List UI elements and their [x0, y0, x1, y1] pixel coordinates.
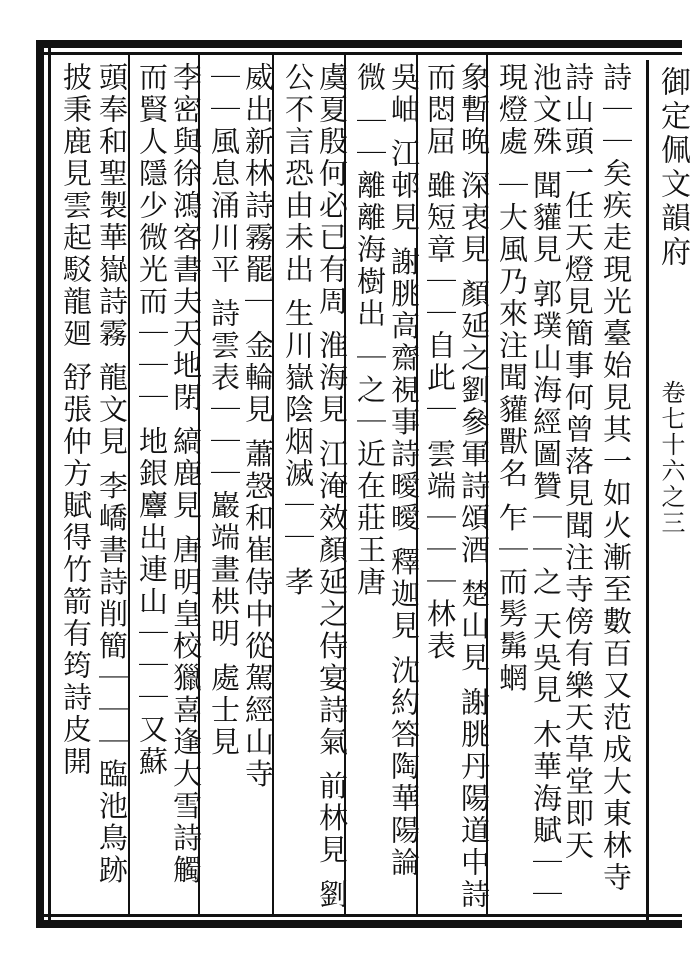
text-column: 而賢人隱少微光而｜｜｜ 地銀麞出連山｜｜｜又蘇	[135, 62, 169, 779]
text-column: 微 ｜｜離離海樹出 ｜之｜近在莊王唐	[353, 62, 387, 599]
bottom-inner-border	[42, 914, 682, 917]
text-column: 而悶屈 雖短章｜｜自此｜ 雲端｜｜｜林表	[423, 62, 457, 663]
text-column: 詩山頭一任天燈見簡事何曾落見聞注寺傍有樂天草堂即天	[561, 62, 595, 862]
text-column: ｜｜風息涌川平 詩雲表｜｜｜巖端畫栱明 處士見	[207, 62, 241, 759]
left-border	[36, 40, 44, 928]
text-column: 虞夏殷何必已有周 淮海見 江淹效顏延之侍宴詩氣 前林見 劉	[315, 62, 349, 911]
text-column: 頭奉和聖製華嶽詩霧 龍文見 李嶠書詩削簡｜｜｜臨池鳥跡	[95, 62, 129, 887]
text-column: 池文殊 聞貛見 郭璞山海經圖贊｜｜之 天吳見 木華海賦｜｜	[529, 62, 563, 911]
book-title: 御定佩文韻府	[655, 66, 690, 270]
bottom-border	[36, 920, 682, 928]
text-column: 公不言恐由未出 生川嶽陰烟滅｜｜ 孝	[281, 62, 315, 599]
text-column: 吳岫 江邨見 謝朓高齋視事詩曖曖 釋迦見 沈約答陶華陽論	[387, 62, 421, 879]
top-inner-border	[42, 52, 682, 55]
volume-label: 卷七十六之三	[657, 380, 685, 536]
text-column: 詩｜｜矣疾走現光臺始見其一如火漸至數百又范成大東林寺	[599, 62, 633, 894]
text-column: 披秉鹿見雲起駁龍廻 舒張仲方賦得竹箭有筠詩皮開	[59, 62, 93, 779]
text-column: 威出新林詩霧罷｜ 金輪見 蕭愨和崔侍中從駕經山寺	[241, 62, 275, 791]
text-column: 李密與徐鴻客書夫天地閉 縞鹿見 唐明皇校獵喜逢大雪詩觸	[169, 62, 203, 887]
text-column: 現燈處 ｜大風乃來注聞貛獸名 乍｜而髣髴蝄	[495, 62, 529, 695]
top-border	[36, 40, 682, 48]
text-column: 象暫晚 深衷見 顏延之劉參軍詩頌酒 楚山見 謝朓丹陽道中詩	[457, 62, 491, 911]
left-inner-border	[48, 48, 51, 924]
